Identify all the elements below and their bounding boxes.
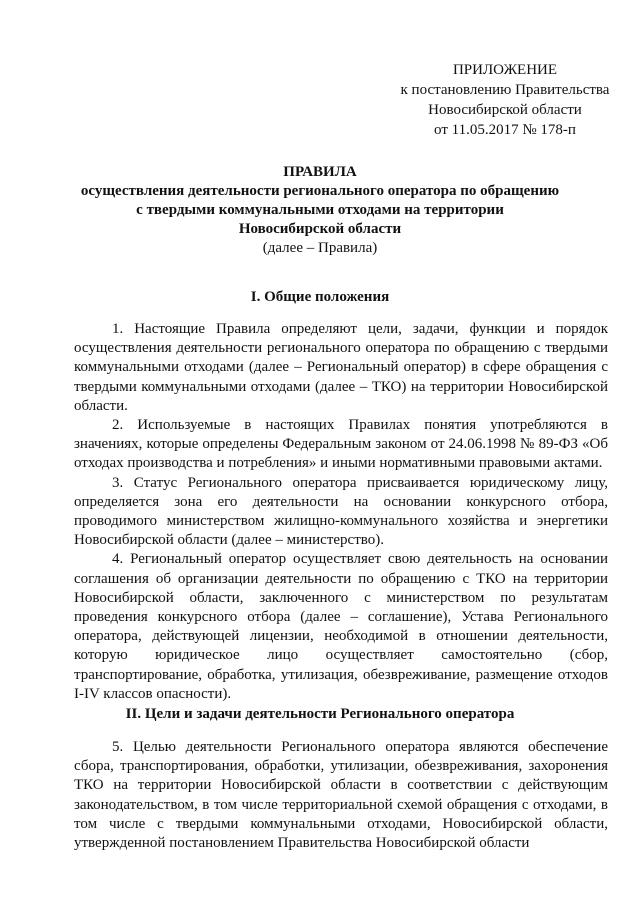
paragraph: 2. Используемые в настоящих Правилах понятия употребляются в значениях, которые определены Федеральным законом от 24.06.1998 № 89-ФЗ «Об отходах производства и потребления» и иными нормативными правовыми актами. [74,417,608,472]
document-title [60,163,580,258]
annex-label: ПРИЛОЖЕНИЕ [452,62,558,78]
paragraph: 3. Статус Регионального оператора присваивается юридическому лицу, определяется зона его деятельности на основании конкурсного отбора, проводимого министерством жилищно-коммунального хозяйства и энергетики Новосибирской области (далее – министерство). [74,474,608,549]
section-body-goals [74,738,608,853]
title-line: осуществления деятельности регионального оператора по обращению [80,183,560,199]
title-line: с твердыми коммунальными отходами на территории [136,202,504,218]
paragraph: 5. Целью деятельности Регионального оператора являются обеспечение сбора, транспортирования, обработки, утилизации, обезвреживания, захоронения ТКО на территории Новосибирской области в соответствии с действующим законодательством, в том числе территориальной схемой обращения с отходами, в том числе с твердыми коммунальными отходами, Новосибирской области, утвержденной постановлением Правительства Новосибирской области [74,739,608,852]
annex-reference: к постановлению Правительства [400,82,610,98]
title-word: ПРАВИЛА [283,164,357,180]
paragraph: 1. Настоящие Правила определяют цели, задачи, функции и порядок осуществления деятельности регионального оператора по обращению с твердыми коммунальными отходами (далее – Региональный оператор) в сфере обращения с твердыми коммунальными отходами (далее – ТКО) на территории Новосибирской области. [74,321,608,414]
annex-block [385,60,625,140]
section-heading-general: I. Общие положения [250,289,390,305]
title-abbreviation: (далее – Правила) [262,240,378,256]
section-body-general [74,320,608,704]
annex-date-number: от 11.05.2017 № 178-п [434,122,576,138]
annex-region: Новосибирской области [428,102,582,118]
paragraph: 4. Региональный оператор осуществляет свою деятельность на основании соглашения об организации деятельности по обращению с ТКО на территории Новосибирской области, заключенного с министерством по результатам проведения конкурсного отбора (далее – соглашение), Устава Регионального оператора, действующей лицензии, необходимой в отношении деятельности, которую юридическое лицо осуществляет самостоятельно (сбор, транспортирование, обработка, утилизация, обезвреживание, размещение отходов I-IV классов опасности). [74,551,608,702]
title-line: Новосибирской области [238,221,402,237]
section-heading-goals: II. Цели и задачи деятельности Регионального оператора [125,706,515,722]
